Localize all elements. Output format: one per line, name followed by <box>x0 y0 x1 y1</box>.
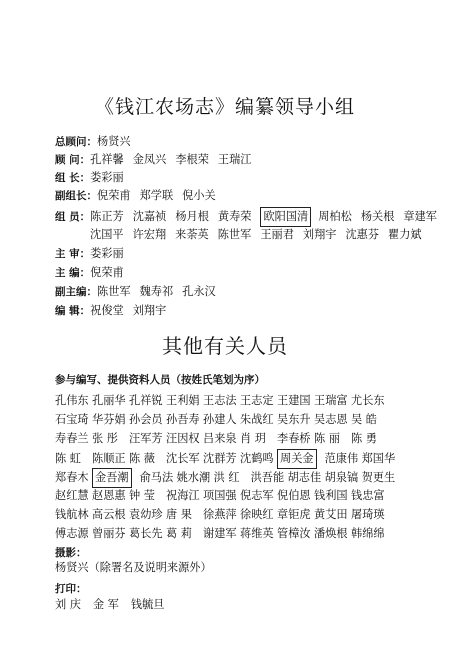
contributor-name: 俞马法 <box>139 471 174 484</box>
print-names <box>55 596 176 614</box>
photo-heading: 摄影： <box>55 547 87 559</box>
print-heading: 打印： <box>55 583 87 595</box>
contributor-name: 孔伟东 <box>55 394 89 407</box>
role-label: 总顾问： <box>55 136 97 148</box>
contributor-name: 华芬娟 <box>92 413 126 426</box>
contributor-name: 孔祥锐 <box>129 394 163 407</box>
person-name: 瞿力斌 <box>388 228 422 241</box>
contributor-name: 汪军芳 <box>129 432 163 445</box>
contributor-name: 王利娟 <box>166 394 200 407</box>
contributor-name: 袁幼珍 <box>129 508 163 521</box>
contributor-name: 祝海江 <box>166 489 200 502</box>
contributor-name: 王瑞富 <box>314 394 348 407</box>
person-name: 王丽君 <box>260 228 294 241</box>
person-name: 沈惠芬 <box>345 228 380 241</box>
contributor-name: 葛长先 <box>129 527 163 540</box>
contributor-name: 范康伟 <box>324 452 359 465</box>
contributor-name: 胡志佳 <box>287 471 322 484</box>
contributor-name: 孙会员 <box>129 413 163 426</box>
person-name: 金凤兴 <box>132 153 167 166</box>
person-name: 王瑞江 <box>217 153 252 166</box>
printer-name: 钱毓旦 <box>130 598 165 611</box>
person-name: 黄寿荣 <box>217 210 252 223</box>
contributor-name: 葛 莉 <box>166 527 192 540</box>
contributor-name: 陈 勇 <box>351 432 377 445</box>
contributor-name: 黄艾田 <box>314 508 348 521</box>
contributor-name: 吕来泉 <box>203 432 237 445</box>
contributor-name: 吴志恩 <box>314 413 348 426</box>
role-label: 副组长： <box>55 190 97 202</box>
contributor-name: 王建国 <box>277 394 311 407</box>
contributor-name: 谢建军 <box>203 527 237 540</box>
contributor-name: 徐燕萍 <box>203 508 237 521</box>
contributor-row <box>55 525 388 543</box>
person-name: 沈国平 <box>90 228 124 241</box>
person-name: 欧阳国清 <box>260 207 311 227</box>
contributor-name: 沈长军 <box>166 452 200 465</box>
contributor-name: 章钜虎 <box>277 508 311 521</box>
leadership-row <box>55 169 133 187</box>
contributor-name: 孙建人 <box>203 413 237 426</box>
contributor-name: 曾丽芬 <box>92 527 126 540</box>
contributor-name: 沈群芳 <box>203 452 237 465</box>
role-label: 主 审： <box>55 248 91 260</box>
person-name: 娄彩丽 <box>90 247 124 260</box>
contributor-name: 贺更生 <box>361 471 396 484</box>
contributor-name: 洪吾能 <box>250 471 285 484</box>
contributor-name: 陈顺正 <box>92 452 126 465</box>
contributor-name: 屠琦瑛 <box>351 508 385 521</box>
person-name: 倪荣甫 <box>90 266 124 279</box>
contributor-name: 吴 皓 <box>351 413 377 426</box>
contributor-name: 石宝琦 <box>55 413 89 426</box>
person-name: 李根荣 <box>175 153 209 166</box>
contributor-name: 汪因权 <box>166 432 200 445</box>
person-name: 魏寿祁 <box>139 285 174 298</box>
contributor-name: 钟 莹 <box>129 489 155 502</box>
leadership-row <box>55 283 225 301</box>
contributor-name: 尤长东 <box>351 394 385 407</box>
role-label: 主 编： <box>55 267 91 279</box>
contributor-name: 钱航林 <box>55 508 89 521</box>
person-name: 陈正芳 <box>90 210 124 223</box>
leadership-row <box>55 264 133 282</box>
page-title: 《钱江农场志》编纂领导小组 <box>94 96 355 118</box>
person-name: 倪荣甫 <box>97 189 131 202</box>
contributor-name: 韩绵绵 <box>351 527 385 540</box>
person-name: 沈嘉祯 <box>132 210 167 223</box>
contributor-name: 潘焕根 <box>314 527 348 540</box>
contributor-name: 肖 玥 <box>240 432 266 445</box>
contributor-name: 倪伯恩 <box>277 489 311 502</box>
contributor-name: 郑春木 <box>55 471 89 484</box>
leadership-row <box>55 133 140 151</box>
person-name: 倪小关 <box>182 189 216 202</box>
contributor-name: 李春桥 <box>277 432 311 445</box>
contributor-name: 赵红慧 <box>55 489 89 502</box>
person-name: 杨月根 <box>175 210 209 223</box>
contributor-name: 蒋维英 <box>240 527 274 540</box>
contributor-name: 洪 红 <box>213 471 240 484</box>
contributor-row <box>55 468 399 486</box>
person-name: 杨贤兴 <box>97 135 131 148</box>
contributors-heading: 参与编写、提供资料人员（按姓氏笔划为序） <box>55 374 265 386</box>
role-label: 组 员： <box>55 211 91 223</box>
contributor-name: 沈鹤鸣 <box>240 452 274 465</box>
person-name: 陈世军 <box>97 285 131 298</box>
contributor-row <box>55 392 388 410</box>
contributor-name: 徐映红 <box>240 508 274 521</box>
person-name: 周柏松 <box>318 210 352 223</box>
contributor-name: 姚水潮 <box>176 471 211 484</box>
contributor-name: 张 彤 <box>92 432 118 445</box>
photo-credit: 杨贤兴（除署名及说明来源外） <box>55 561 212 574</box>
person-name: 娄彩丽 <box>90 171 124 184</box>
role-label: 组 长： <box>55 172 91 184</box>
leadership-row <box>55 245 133 263</box>
leadership-row <box>90 226 431 244</box>
contributor-row <box>55 506 388 524</box>
person-name: 祝俊堂 <box>90 304 124 317</box>
contributor-name: 吴东升 <box>277 413 311 426</box>
contributor-name: 项国强 <box>203 489 237 502</box>
person-name: 刘翔宇 <box>302 228 337 241</box>
person-name: 郑学联 <box>139 189 174 202</box>
contributor-name: 管樟汝 <box>277 527 311 540</box>
contributor-name: 钱忠富 <box>351 489 385 502</box>
role-label: 编 辑： <box>55 305 91 317</box>
person-name: 杨关根 <box>360 210 395 223</box>
printer-name: 金 军 <box>92 598 119 611</box>
person-name: 许宏翔 <box>132 228 167 241</box>
leadership-row <box>55 207 446 225</box>
leadership-row <box>55 302 175 320</box>
contributor-name: 陈 丽 <box>314 432 340 445</box>
contributor-name: 陈 薇 <box>129 452 155 465</box>
person-name: 孔永汉 <box>182 285 216 298</box>
contributor-name: 孙吾寿 <box>166 413 200 426</box>
contributor-name: 朱战红 <box>240 413 274 426</box>
contributor-name: 王志定 <box>240 394 274 407</box>
contributor-name: 钱利国 <box>314 489 348 502</box>
leadership-row <box>55 187 225 205</box>
contributor-row <box>55 487 388 505</box>
contributor-name: 郑国华 <box>361 452 396 465</box>
contributor-row <box>55 449 399 467</box>
section-title: 其他有关人员 <box>162 334 288 358</box>
contributor-name: 王志法 <box>203 394 237 407</box>
person-name: 来荼英 <box>175 228 209 241</box>
contributor-name: 陈 虹 <box>55 452 81 465</box>
person-name: 刘翔宇 <box>132 304 167 317</box>
role-label: 副主编： <box>55 286 97 298</box>
contributor-name: 倪志军 <box>240 489 274 502</box>
contributor-row <box>55 411 388 429</box>
contributor-name: 唐 果 <box>166 508 192 521</box>
contributor-name: 金吾潮 <box>92 468 132 488</box>
person-name: 陈世军 <box>217 228 252 241</box>
person-name: 章建军 <box>403 210 437 223</box>
person-name: 孔祥馨 <box>90 153 124 166</box>
contributor-name: 高云根 <box>92 508 126 521</box>
role-label: 顾 问： <box>55 154 91 166</box>
contributor-name: 寿春兰 <box>55 432 89 445</box>
contributor-name: 孔丽华 <box>92 394 126 407</box>
contributor-row <box>55 430 388 448</box>
contributor-name: 傅志源 <box>55 527 89 540</box>
contributor-name: 胡泉镐 <box>324 471 359 484</box>
contributor-name: 赵恩惠 <box>92 489 126 502</box>
contributor-name: 周关金 <box>277 449 317 469</box>
printer-name: 刘 庆 <box>55 598 81 611</box>
leadership-row <box>55 151 260 169</box>
